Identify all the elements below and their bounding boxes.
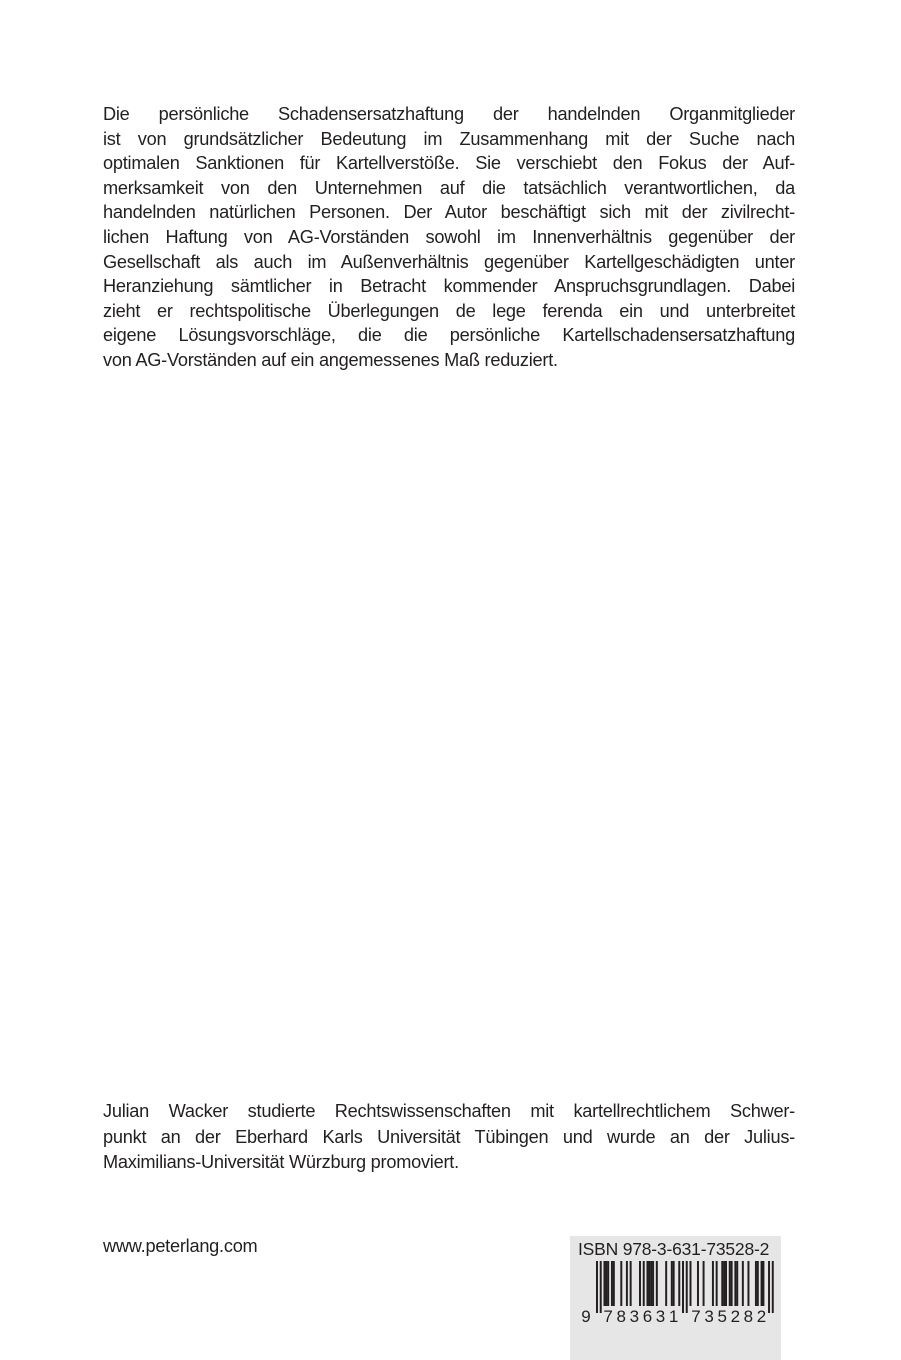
barcode-bar <box>747 1261 749 1306</box>
barcode-digit: 1 <box>668 1307 679 1326</box>
barcode-bar <box>650 1261 652 1306</box>
barcode-digit: 3 <box>629 1307 640 1326</box>
barcode-bar <box>656 1261 658 1306</box>
blurb-line: eigene Lösungsvorschläge, die die persönliche Kartellschadensersatzhaftung <box>103 325 795 346</box>
barcode-bar <box>757 1261 759 1306</box>
barcode-bar <box>725 1261 727 1306</box>
barcode-digit: 8 <box>616 1307 626 1326</box>
barcode-bar <box>729 1261 731 1306</box>
barcode-bar <box>626 1261 628 1306</box>
barcode-bar <box>712 1261 714 1306</box>
barcode-bar <box>768 1261 770 1313</box>
barcode-bar <box>600 1261 602 1313</box>
blurb-line: ist von grundsätzlicher Bedeutung im Zusammenhang mit der Suche nach <box>103 128 795 149</box>
barcode-bar <box>671 1261 673 1306</box>
barcode-bar <box>646 1261 648 1306</box>
barcode-bar <box>755 1261 757 1306</box>
barcode <box>570 1236 781 1360</box>
barcode-bar <box>682 1261 684 1313</box>
bio-line: Maximilians-Universität Würzburg promoviert. <box>103 1152 459 1172</box>
isbn-barcode-box <box>570 1236 781 1360</box>
barcode-bar <box>731 1261 733 1306</box>
barcode-bar <box>652 1261 654 1306</box>
barcode-bar <box>678 1261 680 1306</box>
barcode-bar <box>761 1261 763 1306</box>
barcode-bar <box>607 1261 609 1306</box>
barcode-bar <box>736 1261 738 1306</box>
barcode-bar <box>596 1261 598 1313</box>
barcode-bar <box>605 1261 607 1306</box>
barcode-digit: 2 <box>730 1307 741 1326</box>
blurb-text <box>103 102 795 373</box>
barcode-digit: 5 <box>717 1307 727 1326</box>
barcode-bar <box>613 1261 615 1306</box>
barcode-bar <box>697 1261 699 1306</box>
blurb-line: optimalen Sanktionen für Kartellverstöße. Sie verschiebt den Fokus der Auf- <box>103 153 795 174</box>
isbn-label: ISBN 978-3-631-73528-2 <box>578 1239 770 1259</box>
barcode-digit: 6 <box>642 1307 653 1326</box>
barcode-bar <box>742 1261 744 1306</box>
barcode-bar <box>603 1261 605 1306</box>
barcode-digit: 2 <box>756 1307 767 1326</box>
barcode-bar <box>716 1261 718 1306</box>
blurb-line: Die persönliche Schadensersatzhaftung der handelnden Organmitglieder <box>103 104 795 124</box>
publisher-website: www.peterlang.com <box>103 1236 258 1256</box>
barcode-bar <box>723 1261 725 1306</box>
bio-line: Julian Wacker studierte Rechtswissenschaften mit kartellrechtlichem Schwer- <box>103 1101 795 1121</box>
barcode-bar <box>721 1261 723 1306</box>
barcode-digit: 8 <box>743 1307 754 1326</box>
blurb-line: Gesellschaft als auch im Außenverhältnis gegenüber Kartellgeschädigten unter <box>103 251 795 272</box>
barcode-bar <box>611 1261 613 1306</box>
barcode-bar <box>630 1261 632 1306</box>
blurb-line: merksamkeit von den Unternehmen auf die tatsächlich verantwortlichen, da <box>103 177 795 198</box>
barcode-digit: 9 <box>581 1307 591 1326</box>
barcode-bar <box>772 1261 774 1313</box>
blurb-line: Heranziehung sämtlicher in Betracht kommender Anspruchsgrundlagen. Dabei <box>103 276 795 297</box>
barcode-digit: 7 <box>603 1307 613 1326</box>
barcode-bar <box>703 1261 705 1306</box>
barcode-bar <box>648 1261 650 1306</box>
barcode-bar <box>620 1261 622 1306</box>
barcode-bar <box>734 1261 736 1306</box>
barcode-bar <box>665 1261 667 1306</box>
blurb-line: von AG-Vorständen auf ein angemessenes Maß reduziert. <box>103 349 558 370</box>
blurb-line: lichen Haftung von AG-Vorständen sowohl im Innenverhältnis gegenüber der <box>103 226 795 247</box>
barcode-bar <box>673 1261 675 1306</box>
barcode-digit: 7 <box>691 1307 701 1326</box>
barcode-bar <box>690 1261 692 1306</box>
barcode-bar <box>639 1261 641 1306</box>
barcode-bar <box>762 1261 764 1306</box>
bio-line: punkt an der Eberhard Karls Universität Tübingen und wurde an der Julius- <box>103 1126 795 1147</box>
barcode-digit: 3 <box>655 1307 666 1326</box>
blurb-line: handelnden natürlichen Personen. Der Autor beschäftigt sich mit der zivilrecht- <box>103 202 795 223</box>
barcode-bar <box>686 1261 688 1313</box>
barcode-bar <box>643 1261 645 1306</box>
blurb-line: zieht er rechtspolitische Überlegungen de lege ferenda ein und unterbreitet <box>103 300 795 321</box>
author-bio <box>103 1099 795 1176</box>
barcode-digit: 3 <box>704 1307 714 1326</box>
